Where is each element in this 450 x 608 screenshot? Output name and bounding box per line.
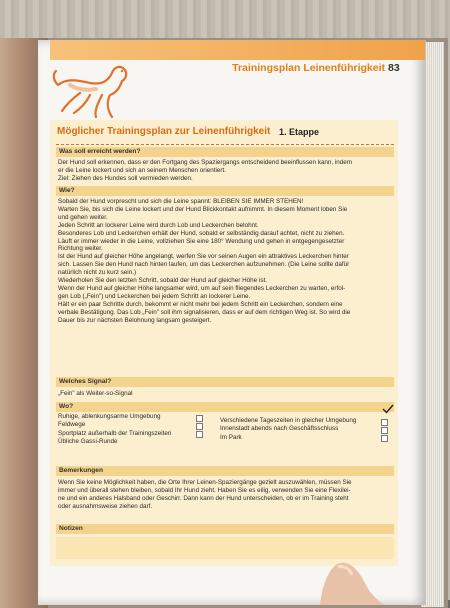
text-line: Hält er ein paar Schritte durch, bekommt er nicht mehr bei jedem Schritt ein Leckerchen, sondern eine [58, 300, 343, 308]
running-header-title: Trainingsplan Leinenführigkeit [232, 62, 385, 74]
option-checkbox[interactable] [381, 435, 388, 442]
text-line: gen Lob („Fein") und Leckerchen bei jedem Schritt an lockerer Leine. [58, 292, 251, 300]
list-item [58, 413, 218, 421]
text-line: Richtung weiter. [58, 245, 103, 253]
how-text [58, 198, 392, 325]
list-item [58, 438, 218, 446]
text-line: Dauer bis zur nächsten Belohnung langsam gesteigert. [58, 316, 212, 324]
page-number: 83 [388, 62, 400, 74]
where-options [58, 413, 392, 455]
section-heading-signal: Welches Signal? [56, 377, 394, 387]
list-item [220, 417, 392, 425]
option-label: Verschiedene Tageszeiten in gleicher Umgebung [220, 417, 357, 424]
text-line: Wenn Sie keine Möglichkeit haben, die Orte Ihrer Leinen-Spaziergänge gezielt auszuwählen, müssen Sie [58, 479, 352, 486]
text-line: ne und ein anderes Halsband oder Geschirr. Dann kann der Hund unterscheiden, ob er im Training steht [58, 494, 349, 502]
text-line: Sobald der Hund vorprescht und sich die Leine spannt: BLEIBEN SIE IMMER STEHEN! [58, 198, 304, 205]
option-label: Im Park [220, 433, 242, 441]
option-label: Sportplatz außerhalb der Trainingszeiten [58, 429, 172, 437]
text-line: oder ausnahmsweise ziehen darf. [58, 502, 153, 510]
title-divider [56, 144, 394, 145]
where-column-right [220, 417, 392, 442]
section-heading-remarks: Bemerkungen [56, 466, 394, 476]
panel-title: Möglicher Trainingsplan zur Leinenführigkeit [57, 126, 271, 137]
option-label: Ruhige, ablenkungsarme Umgebung [58, 413, 161, 420]
goal-text [58, 159, 392, 183]
option-label: Innenstadt abends nach Geschäftsschluss [220, 425, 339, 433]
text-line: Wiederholen Sie den letzten Schritt, sobald der Hund auf gleicher Höhe ist. [58, 277, 267, 285]
option-label: Feldwege [58, 421, 86, 429]
finger-icon [300, 555, 390, 605]
text-line: er die Leine lockert und sich an seinem Menschen orientiert. [58, 166, 227, 174]
text-line: Wenn der Hund auf gleicher Höhe langsamer wird, um auf sein fliegendes Leckerchen zu warten, erfol- [58, 284, 346, 292]
section-heading-goal: Was soll erreicht werden? [56, 147, 394, 157]
list-item [58, 421, 218, 429]
text-line: Ziel: Ziehen des Hundes soll vermieden werden. [58, 174, 193, 182]
text-line: sich. Lassen Sie den Hund nach hinten laufen, um das Leckerchen aufzunehmen. (Die Leine sollte dafür [58, 261, 350, 269]
list-item [220, 425, 392, 433]
text-line: Besonderes Lob und Leckerchen erhält der Hund, sobald er selbständig darauf achtet, nicht zu ziehen. [58, 229, 345, 237]
stage-label: 1. Etappe [279, 127, 320, 137]
text-line: immer und überall stehen bleiben, sobald Ihr Hund zieht. Haben Sie es eilig, verwenden Sie eine Flexilei- [58, 486, 351, 494]
signal-text [58, 390, 392, 398]
text-line: Läuft er immer wieder in die Leine, vollziehen Sie eine 180° Wendung und gehen in entgegengesetzter [58, 237, 345, 245]
text-line: Jeden Schritt an lockerer Leine wird durch Lob und Leckerchen belohnt. [58, 221, 259, 229]
section-heading-notes: Notizen [56, 524, 394, 534]
remarks-text [58, 479, 392, 511]
text-line: Warten Sie, bis sich die Leine lockert und der Hund Blickkontakt aufnimmt. In diesem Moment loben Sie [58, 205, 348, 213]
panel-title-row [57, 126, 393, 142]
list-item [220, 434, 392, 442]
dog-illustration-icon [50, 55, 140, 125]
text-line: Der Hund soll erkennen, dass er den Fortgang des Spaziergangs entscheidend beeinflussen kann, indem [58, 159, 353, 166]
text-line: natürlich nicht zu kurz sein.) [58, 269, 137, 277]
text-line: und gehen weiter. [58, 213, 108, 221]
option-label: Übliche Gassi-Runde [58, 438, 118, 446]
section-heading-where: Wo? [56, 402, 394, 412]
text-line: verbale Bestätigung. Das Lob „Fein" soll ihm signalisieren, dass er auf dem richtigen Weg ist. So wird die [58, 308, 351, 316]
text-line: „Fein" als Weiter-so-Signal [58, 390, 133, 397]
section-heading-how: Wie? [56, 186, 394, 196]
list-item [58, 430, 218, 438]
text-line: Ist der Hund auf gleicher Höhe angelangt, werfen Sie vor seinen Augen ein attraktives Leckerchen hinter [58, 253, 349, 261]
where-column-left [58, 413, 218, 447]
